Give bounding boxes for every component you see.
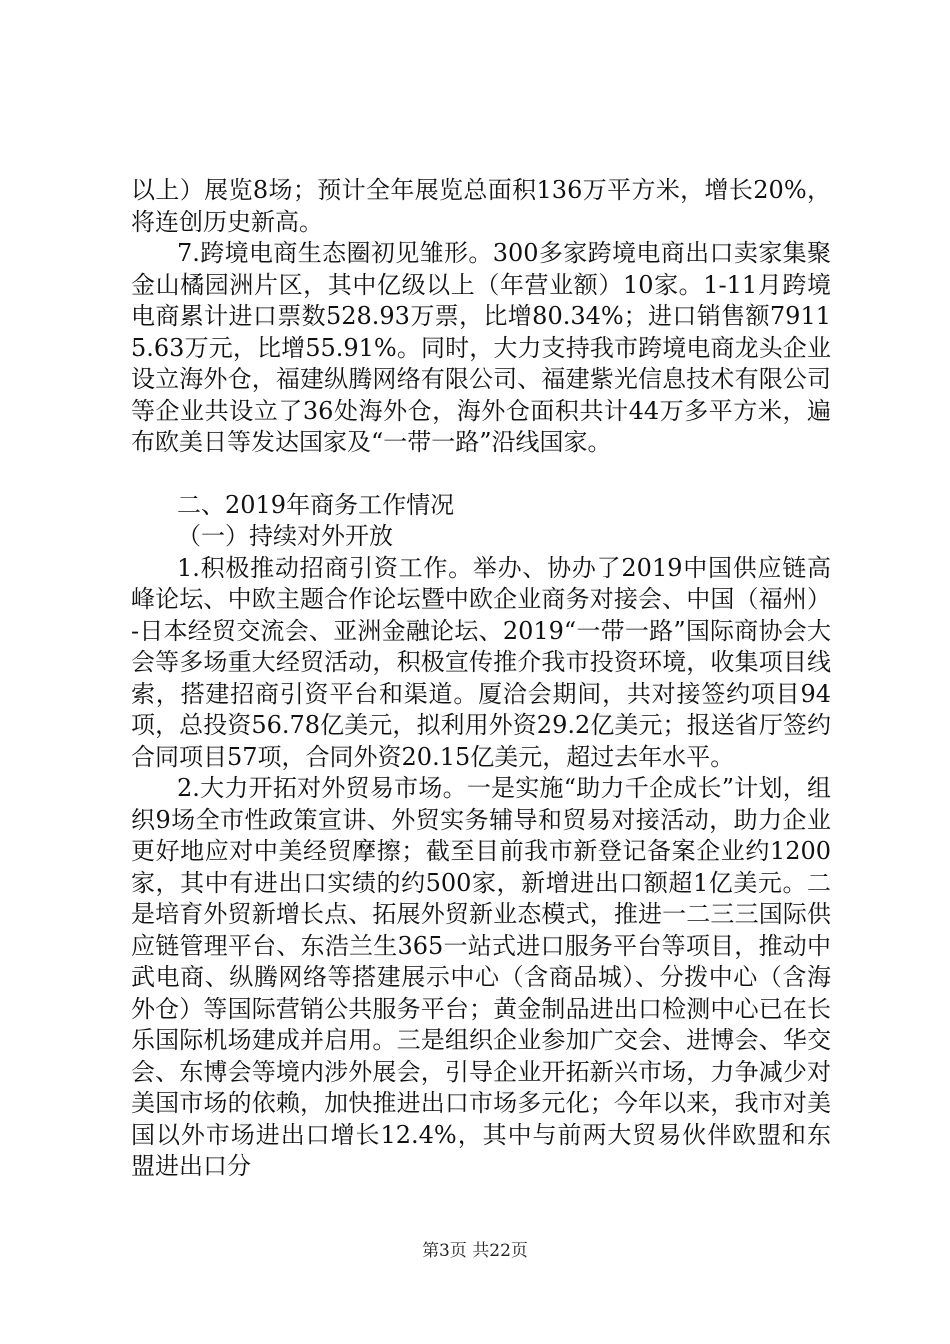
subsection-heading: （一）持续对外开放 [177,522,393,550]
paragraph-foreign-trade-market: 2.大力开拓对外贸易市场。一是实施“助力千企成长”计划，组织9场全市性政策宣讲、外贸实务辅导和贸易对接活动，助力企业更好地应对中美经贸摩擦；截至目前我市新登记备案企业约1200家，其中有进出口实绩的约500家，新增进出口额超1亿美元。二是培育外贸新增长点、拓展外贸新业态模式，推进一二三三国际供应链管理平台、东浩兰生365一站式进口服务平台等项目，推动中武电商、纵腾网络等搭建展示中心（含商品城）、分拨中心（含海外仓）等国际营销公共服务平台；黄金制品进出口检测中心已在长乐国际机场建成并启用。三是组织企业参加广交会、进博会、华交会、东博会等境内涉外展会，引导企业开拓新兴市场，力争减少对美国市场的依赖，加快推进出口市场多元化；今年以来，我市对美国以外市场进出口增长12.4%，其中与前两大贸易伙伴欧盟和东盟进出口分 [131,774,831,1180]
section-heading: 二、2019年商务工作情况 [177,490,455,519]
page-number-footer: 第3页 共22页 [422,1241,528,1261]
paragraph-continuation: 以上）展览8场；预计全年展览总面积136万平方米，增长20%，将连创历史新高。 [131,176,831,236]
document-body [131,175,831,1183]
paragraph-cross-border-ecommerce: 7.跨境电商生态圈初见雏形。300多家跨境电商出口卖家集聚金山橘园洲片区，其中亿级以上（年营业额）10家。1-11月跨境电商累计进口票数528.93万票，比增80.34%；进口销售额79115.63万元，比增55.91%。同时，大力支持我市跨境电商龙头企业设立海外仓，福建纵腾网络有限公司、福建紫光信息技术有限公司等企业共设立了36处海外仓，海外仓面积共计44万多平方米，遍布欧美日等发达国家及“一带一路”沿线国家。 [131,239,831,456]
paragraph-investment-promotion: 1.积极推动招商引资工作。举办、协办了2019中国供应链高峰论坛、中欧主题合作论坛暨中欧企业商务对接会、中国（福州）-日本经贸交流会、亚洲金融论坛、2019“一带一路”国际商协会大会等多场重大经贸活动，积极宣传推介我市投资环境，收集项目线索，搭建招商引资平台和渠道。厦洽会期间，共对接签约项目94项，总投资56.78亿美元，拟利用外资29.2亿美元；报送省厅签约合同项目57项，合同外资20.15亿美元，超过去年水平。 [131,553,831,771]
